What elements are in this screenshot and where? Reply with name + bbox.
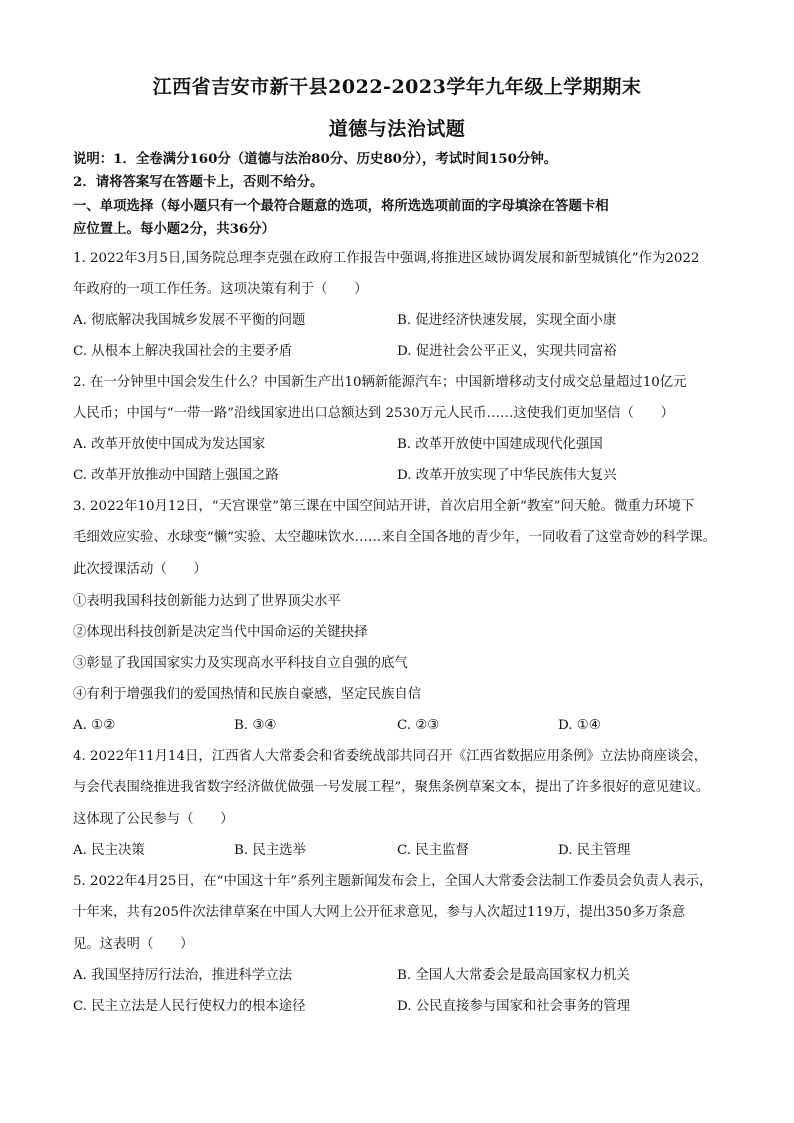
question-5-option-d: D. 公民直接参与国家和社会事务的管理	[397, 999, 631, 1014]
question-2-option-b: B. 改革开放使中国建成现代化强国	[397, 437, 603, 452]
question-3-statement-4: ④有利于增强我们的爱国热情和民族自豪感，坚定民族自信	[73, 687, 422, 702]
question-5-option-c: C. 民主立法是人民行使权力的根本途径	[73, 999, 306, 1014]
question-3-option-c: C. ②③	[397, 718, 440, 733]
section-heading-line-1: 一、单项选择（每小题只有一个最符合题意的选项，将所选选项前面的字母填涂在答题卡相	[73, 198, 609, 214]
question-5-stem-line-1: 5. 2022年4月25日，在“中国这十年”系列主题新闻发布会上，全国人大常委会法制工作委员会负责人表示，	[73, 874, 713, 889]
question-2-option-d: D. 改革开放实现了中华民族伟大复兴	[397, 468, 617, 483]
question-4-option-b: B. 民主选举	[234, 843, 306, 858]
question-2-option-c: C. 改革开放推动中国踏上强国之路	[73, 468, 279, 483]
question-2-stem-line-2: 人民币；中国与“一带一路”沿线国家进出口总额达到 2530万元人民币……这使我们更加坚信（ ）	[73, 406, 675, 421]
question-1-option-b: B. 促进经济快速发展，实现全面小康	[397, 313, 617, 328]
question-2-option-a: A. 改革开放使中国成为发达国家	[73, 437, 266, 452]
question-5-stem-line-2: 十年来，共有205件次法律草案在中国人大网上公开征求意见，参与人次超过119万，提出350多万条意	[73, 905, 686, 920]
question-4-stem-line-1: 4. 2022年11月14日，江西省人大常委会和省委统战部共同召开《江西省数据应用条例》立法协商座谈会，	[73, 749, 708, 764]
question-4-option-d: D. 民主管理	[558, 843, 631, 858]
exam-subtitle: 道德与法治试题	[328, 118, 466, 140]
question-3-statement-2: ②体现出科技创新是决定当代中国命运的关键抉择	[73, 625, 368, 640]
question-3-stem-line-1: 3. 2022年10月12日，“天宫课堂”第三课在中国空间站开讲，首次启用全新“教室”问天舱。微重力环境下	[73, 499, 695, 514]
question-3-option-a: A. ①②	[73, 718, 116, 733]
question-5-option-b: B. 全国人大常委会是最高国家权力机关	[397, 968, 630, 983]
question-3-stem-line-3: 此次授课活动（ ）	[73, 562, 207, 577]
question-1-option-c: C. 从根本上解决我国社会的主要矛盾	[73, 344, 293, 359]
instruction-line-1: 说明：1．全卷满分160分（道德与法治80分、历史80分），考试时间150分钟。	[73, 151, 558, 167]
question-1-stem-line-2: 年政府的一项工作任务。这项决策有利于（ ）	[73, 282, 368, 297]
question-4-stem-line-3: 这体现了公民参与（ ）	[73, 812, 234, 827]
question-2-stem-line-1: 2. 在一分钟里中国会发生什么？中国新生产出10辆新能源汽车；中国新增移动支付成交总量超过10亿元	[73, 375, 687, 390]
question-3-option-b: B. ③④	[234, 718, 277, 733]
question-5-option-a: A. 我国坚持厉行法治，推进科学立法	[73, 968, 293, 983]
question-3-statement-1: ①表明我国科技创新能力达到了世界顶尖水平	[73, 594, 341, 609]
question-1-option-a: A. 彻底解决我国城乡发展不平衡的问题	[73, 313, 306, 328]
instruction-line-2: 2．请将答案写在答题卡上，否则不给分。	[73, 174, 324, 190]
question-3-option-d: D. ①④	[558, 718, 601, 733]
question-4-option-c: C. 民主监督	[397, 843, 469, 858]
question-5-stem-line-3: 见。这表明（ ）	[73, 937, 194, 952]
exam-title: 江西省吉安市新干县2022-2023学年九年级上学期期末	[152, 76, 642, 98]
question-3-stem-line-2: 毛细效应实验、水球变“懒”实验、太空趣味饮水……来自全国各地的青少年，一同收看了这堂奇妙的科学课。	[73, 530, 717, 545]
question-1-option-d: D. 促进社会公平正义，实现共同富裕	[397, 344, 617, 359]
question-4-stem-line-2: 与会代表围绕推进我省数字经济做优做强一号发展工程”，聚焦条例草案文本，提出了许多很好的意见建议。	[73, 780, 710, 795]
question-4-option-a: A. 民主决策	[73, 843, 145, 858]
question-3-statement-3: ③彰显了我国国家实力及实现高水平科技自立自强的底气	[73, 656, 408, 671]
question-1-stem-line-1: 1. 2022年3月5日,国务院总理李克强在政府工作报告中强调,将推进区域协调发展和新型城镇化”作为2022	[73, 251, 700, 266]
section-heading-line-2: 应位置上。每小题2分，共36分）	[73, 221, 276, 237]
